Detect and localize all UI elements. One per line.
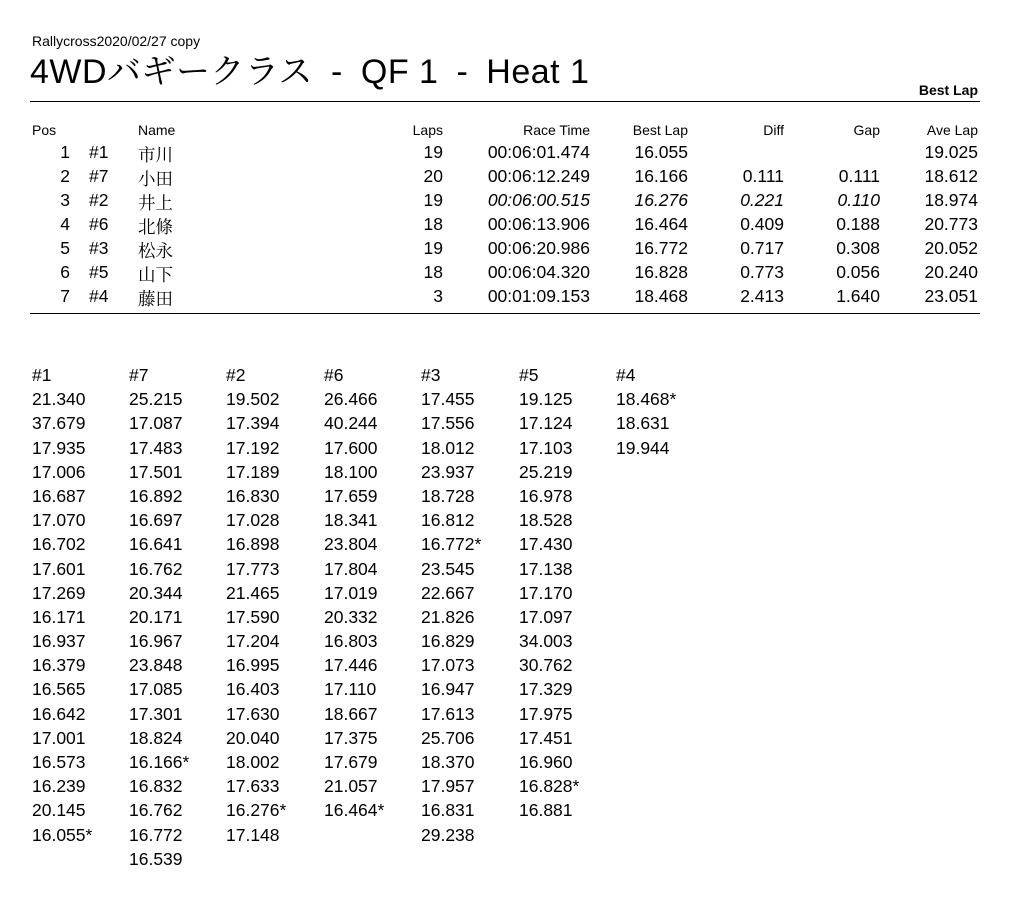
lap-time: 17.601: [32, 558, 86, 579]
lap-time: 16.239: [32, 776, 86, 797]
lap-time: 18.002: [226, 752, 280, 772]
lap-column-car: #3: [421, 365, 441, 385]
lap-time: 17.773: [226, 558, 280, 579]
result-car-number: #6: [89, 214, 109, 234]
col-name: Name: [138, 122, 176, 138]
lap-column: [32, 363, 128, 847]
result-race-time: 00:06:12.249: [487, 166, 590, 186]
result-ave-lap: 20.240: [924, 262, 978, 282]
lap-time: 17.124: [519, 413, 573, 434]
result-car-number: #4: [89, 286, 109, 306]
lap-time: 17.269: [32, 582, 86, 603]
lap-time: 16.832: [129, 776, 183, 797]
result-race-time: 00:06:04.320: [487, 262, 590, 282]
result-gap: 0.110: [837, 190, 880, 210]
result-pos: 1: [60, 142, 70, 162]
result-pos: 7: [60, 286, 70, 306]
lap-time: 18.667: [324, 703, 378, 724]
result-best-lap: 16.276: [634, 190, 688, 210]
lap-time: 17.430: [519, 534, 573, 555]
result-race-time: 00:06:13.906: [487, 214, 590, 234]
lap-time: 17.070: [32, 510, 86, 531]
lap-column: [421, 363, 517, 847]
lap-time: 16.642: [32, 703, 86, 724]
results-header: [30, 122, 980, 142]
result-ave-lap: 20.773: [924, 214, 978, 234]
result-ave-lap: 23.051: [924, 286, 978, 306]
lap-time: 16.055*: [32, 824, 93, 845]
table-row: [30, 166, 980, 190]
lap-time: 16.830: [226, 485, 280, 506]
result-diff: 0.773: [740, 262, 784, 282]
lap-time: 17.138: [519, 558, 573, 579]
lap-time: 16.762: [129, 558, 183, 579]
lap-time: 17.633: [226, 776, 280, 797]
col-ave-lap: Ave Lap: [926, 122, 978, 138]
lap-column-car: #1: [32, 365, 52, 385]
lap-time: 29.238: [421, 824, 475, 845]
result-driver-name: 小田: [138, 169, 173, 189]
table-row: [30, 238, 980, 262]
lap-time: 23.545: [421, 558, 475, 579]
lap-time: 17.329: [519, 679, 573, 700]
lap-time: 34.003: [519, 631, 573, 652]
lap-time: 17.087: [129, 413, 183, 434]
report-subtitle: Rallycross2020/02/27 copy: [32, 33, 201, 49]
lap-time: 18.528: [519, 510, 573, 531]
result-driver-name: 北條: [138, 217, 173, 237]
lap-time: 37.679: [32, 413, 86, 434]
result-driver-name: 藤田: [138, 289, 173, 309]
lap-time: 17.679: [324, 752, 378, 772]
lap-column-car: #5: [519, 365, 539, 385]
result-race-time: 00:06:00.515: [487, 190, 590, 210]
lap-time: 16.898: [226, 534, 280, 555]
result-ave-lap: 20.052: [924, 238, 978, 258]
result-car-number: #3: [89, 238, 109, 258]
result-diff: 0.221: [740, 190, 784, 210]
lap-time: 17.483: [129, 437, 183, 458]
lap-time: 17.659: [324, 485, 378, 506]
sort-tag: Best Lap: [918, 82, 978, 98]
lap-time: 23.937: [421, 461, 475, 482]
col-gap: Gap: [853, 122, 880, 138]
lap-time: 18.728: [421, 485, 475, 506]
lap-time: 17.028: [226, 510, 280, 531]
lap-time: 16.947: [421, 679, 475, 700]
lap-time: 17.394: [226, 413, 280, 434]
result-gap: 0.111: [838, 166, 880, 186]
lap-time: 20.171: [129, 606, 183, 627]
result-diff: 2.413: [740, 286, 784, 306]
lap-time: 16.702: [32, 534, 86, 555]
lap-column: [519, 363, 615, 823]
lap-time: 18.824: [129, 727, 183, 748]
col-race-time: Race Time: [523, 122, 590, 138]
result-ave-lap: 18.612: [924, 166, 978, 186]
result-race-time: 00:06:01.474: [487, 142, 590, 162]
lap-time: 18.370: [421, 752, 475, 772]
result-car-number: #7: [89, 166, 109, 186]
lap-time: 16.276*: [226, 800, 287, 821]
lap-time: 16.881: [519, 800, 573, 821]
header-rule: [30, 101, 980, 102]
lap-time: 17.148: [226, 824, 280, 845]
report-title: [30, 52, 589, 92]
lap-time: 17.451: [519, 727, 573, 748]
result-laps: 19: [423, 238, 443, 258]
result-gap: 0.308: [836, 238, 880, 258]
result-gap: 0.188: [836, 214, 880, 234]
result-pos: 5: [60, 238, 70, 258]
lap-time: 17.613: [421, 703, 475, 724]
table-row: [30, 142, 980, 166]
lap-column: [616, 363, 712, 460]
title-heat: Heat 1: [486, 53, 590, 91]
lap-time: 17.600: [324, 437, 378, 458]
title-separator: -: [331, 53, 343, 91]
result-gap: 0.056: [836, 262, 880, 282]
result-pos: 3: [60, 190, 70, 210]
lap-time: 19.944: [616, 437, 670, 458]
lap-time: 20.344: [129, 582, 183, 603]
lap-time: 16.937: [32, 631, 86, 652]
result-laps: 19: [423, 190, 443, 210]
result-diff: 0.409: [740, 214, 784, 234]
lap-time: 17.501: [129, 461, 183, 482]
lap-time: 25.215: [129, 389, 183, 410]
result-driver-name: 松永: [138, 241, 173, 261]
lap-time: 17.073: [421, 655, 475, 676]
lap-time: 17.019: [324, 582, 378, 603]
table-row: [30, 190, 980, 214]
result-car-number: #2: [89, 190, 109, 210]
lap-time: 17.375: [324, 727, 378, 748]
result-pos: 4: [60, 214, 70, 234]
lap-time: 17.110: [324, 679, 377, 700]
lap-time: 17.446: [324, 655, 378, 676]
result-best-lap: 16.166: [634, 166, 688, 186]
lap-column-car: #4: [616, 365, 636, 385]
lap-time: 25.219: [519, 461, 573, 482]
results-body: [30, 142, 980, 310]
table-row: [30, 214, 980, 238]
lap-time: 17.097: [519, 606, 573, 627]
lap-time: 17.006: [32, 461, 86, 482]
lap-time: 23.804: [324, 534, 378, 555]
lap-time: 40.244: [324, 413, 378, 434]
lap-time: 16.831: [421, 800, 475, 821]
result-pos: 2: [60, 166, 70, 186]
lap-time: 16.166*: [129, 752, 190, 772]
lap-time: 17.556: [421, 413, 475, 434]
lap-time: 16.641: [129, 534, 183, 555]
lap-time: 18.631: [616, 413, 670, 434]
lap-time: 16.995: [226, 655, 280, 676]
result-best-lap: 16.055: [634, 142, 688, 162]
result-ave-lap: 18.974: [924, 190, 978, 210]
lap-time: 23.848: [129, 655, 183, 676]
result-diff: 0.717: [740, 238, 784, 258]
col-laps: Laps: [412, 122, 443, 138]
lap-time: 25.706: [421, 727, 475, 748]
table-row: [30, 262, 980, 286]
lap-time: 17.957: [421, 776, 475, 797]
result-gap: 1.640: [836, 286, 880, 306]
title-class: 4WDバギークラス: [30, 53, 314, 91]
result-best-lap: 18.468: [634, 286, 688, 306]
result-diff: 0.111: [742, 166, 784, 186]
lap-time: 20.040: [226, 727, 280, 748]
col-pos: Pos: [32, 122, 57, 138]
lap-time: 17.630: [226, 703, 280, 724]
lap-time: 16.379: [32, 655, 86, 676]
lap-time: 17.001: [32, 727, 86, 748]
lap-time: 17.103: [519, 437, 573, 458]
lap-time: 16.829: [421, 631, 475, 652]
lap-time: 17.590: [226, 606, 280, 627]
lap-time: 16.464*: [324, 800, 385, 821]
result-laps: 18: [423, 214, 443, 234]
lap-time: 16.697: [129, 510, 183, 531]
lap-time: 20.145: [32, 800, 86, 821]
lap-time: 17.085: [129, 679, 183, 700]
result-laps: 3: [433, 286, 443, 306]
lap-time: 17.189: [226, 461, 280, 482]
result-race-time: 00:06:20.986: [487, 238, 590, 258]
lap-column-car: #6: [324, 365, 344, 385]
lap-time: 16.967: [129, 631, 183, 652]
lap-time: 16.803: [324, 631, 378, 652]
result-best-lap: 16.828: [634, 262, 688, 282]
lap-time: 17.192: [226, 437, 280, 458]
lap-time: 22.667: [421, 582, 475, 603]
lap-time: 30.762: [519, 655, 573, 676]
result-laps: 20: [423, 166, 443, 186]
result-laps: 19: [423, 142, 443, 162]
lap-time: 19.125: [519, 389, 573, 410]
result-car-number: #1: [89, 142, 109, 162]
result-laps: 18: [423, 262, 443, 282]
lap-time: 16.573: [32, 752, 86, 772]
lap-time: 21.465: [226, 582, 280, 603]
result-pos: 6: [60, 262, 70, 282]
result-driver-name: 山下: [138, 265, 173, 285]
lap-time: 16.762: [129, 800, 183, 821]
lap-time: 18.468*: [616, 389, 677, 410]
lap-time: 18.012: [421, 437, 475, 458]
lap-time: 21.340: [32, 389, 86, 410]
lap-time: 16.539: [129, 848, 183, 869]
lap-time: 17.301: [129, 703, 183, 724]
result-best-lap: 16.772: [634, 238, 688, 258]
lap-time: 17.170: [519, 582, 573, 603]
result-driver-name: 市川: [138, 145, 173, 165]
lap-time: 17.975: [519, 703, 573, 724]
lap-time: 17.204: [226, 631, 280, 652]
lap-time: 16.171: [32, 606, 86, 627]
footer-rule: [30, 313, 980, 314]
table-row: [30, 286, 980, 310]
lap-time: 21.057: [324, 776, 378, 797]
lap-column: [226, 363, 322, 847]
lap-time: 17.935: [32, 437, 86, 458]
result-race-time: 00:01:09.153: [487, 286, 590, 306]
result-driver-name: 井上: [138, 193, 173, 213]
result-best-lap: 16.464: [634, 214, 688, 234]
lap-time: 19.502: [226, 389, 280, 410]
lap-column: [129, 363, 225, 871]
lap-time: 16.403: [226, 679, 280, 700]
lap-time: 16.772: [129, 824, 183, 845]
lap-column-car: #2: [226, 365, 246, 385]
lap-time: 21.826: [421, 606, 475, 627]
lap-time: 18.341: [324, 510, 378, 531]
lap-time: 16.828*: [519, 776, 580, 797]
lap-column: [324, 363, 420, 823]
col-diff: Diff: [763, 122, 784, 138]
lap-time: 16.812: [421, 510, 475, 531]
lap-time: 16.687: [32, 485, 86, 506]
title-round: QF 1: [360, 53, 439, 91]
lap-time: 17.455: [421, 389, 475, 410]
lap-time: 20.332: [324, 606, 378, 627]
title-separator: -: [456, 53, 469, 91]
results-table: [30, 122, 980, 310]
lap-time: 17.804: [324, 558, 378, 579]
lap-time: 16.960: [519, 752, 573, 772]
result-ave-lap: 19.025: [924, 142, 978, 162]
lap-column-car: #7: [129, 365, 149, 385]
lap-time: 16.772*: [421, 534, 482, 555]
lap-time: 16.978: [519, 485, 573, 506]
lap-time: 16.565: [32, 679, 86, 700]
lap-time: 18.100: [324, 461, 378, 482]
lap-time: 26.466: [324, 389, 378, 410]
result-car-number: #5: [89, 262, 109, 282]
col-best-lap: Best Lap: [632, 122, 688, 138]
lap-time: 16.892: [129, 485, 183, 506]
